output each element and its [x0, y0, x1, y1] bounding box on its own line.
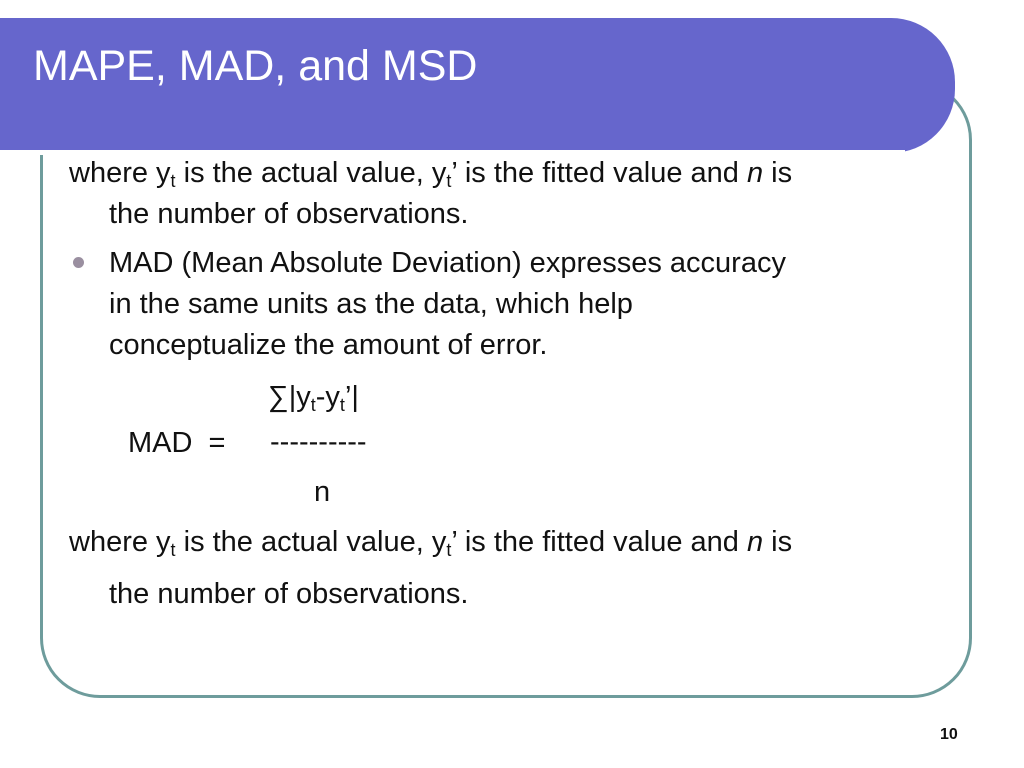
slide-title: MAPE, MAD, and MSD	[33, 42, 478, 90]
text-n: n	[746, 157, 764, 189]
formula-lhs: MAD =	[128, 427, 226, 459]
observations-paragraph	[69, 153, 792, 193]
formula-denominator: n	[314, 476, 331, 508]
text-actual-value: is the actual value, y	[175, 526, 447, 558]
formula-divider: ----------	[270, 426, 367, 458]
numerator-open: |y	[288, 381, 311, 413]
subscript-t: t	[446, 540, 452, 560]
numerator-minus: -y	[315, 381, 340, 413]
text-fitted-value: ’ is the fitted value and	[451, 157, 747, 189]
text-is: is	[763, 157, 793, 189]
text-where-y: where y	[69, 157, 171, 189]
text-n: n	[746, 526, 764, 558]
observations-paragraph-line2: the number of observations.	[109, 198, 469, 230]
page-number: 10	[940, 726, 958, 743]
subscript-t: t	[310, 395, 316, 415]
subscript-t: t	[170, 540, 176, 560]
observations-paragraph-2-line2: the number of observations.	[109, 578, 469, 610]
subscript-t: t	[446, 171, 452, 191]
text-is: is	[763, 526, 793, 558]
numerator-close: ’|	[344, 381, 359, 413]
bullet-marker	[73, 257, 84, 268]
text-actual-value: is the actual value, y	[175, 157, 447, 189]
subscript-t: t	[170, 171, 176, 191]
text-where-y: where y	[69, 526, 171, 558]
observations-paragraph-2	[69, 522, 792, 562]
text-fitted-value: ’ is the fitted value and	[451, 526, 747, 558]
subscript-t: t	[339, 395, 345, 415]
sigma-symbol: ∑	[268, 381, 289, 413]
bullet-line-1: MAD (Mean Absolute Deviation) expresses accuracy	[109, 247, 786, 279]
bullet-line-2: in the same units as the data, which help	[109, 288, 633, 320]
bullet-line-3: conceptualize the amount of error.	[109, 329, 548, 361]
formula-numerator	[268, 377, 359, 417]
